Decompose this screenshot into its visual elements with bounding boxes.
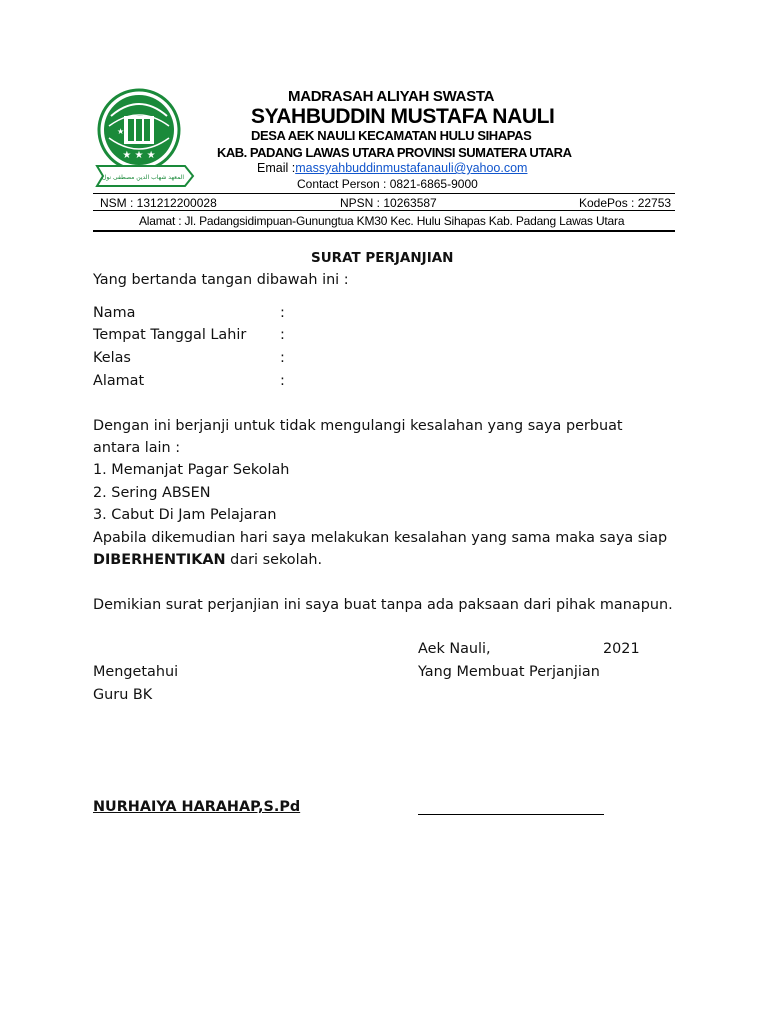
svg-text:★ ★ ★: ★ ★ ★ (122, 150, 156, 161)
counselor-signer-name: NURHAIYA HARAHAP,S.Pd (93, 799, 301, 815)
intro-text: Yang bertanda tangan dibawah ini : (93, 272, 349, 288)
list-item: 1. Memanjat Pagar Sekolah (93, 462, 290, 478)
svg-text:المعهد شهاب الدين مصطفى نول: المعهد شهاب الدين مصطفى نول (101, 174, 185, 181)
svg-text:★: ★ (117, 127, 125, 136)
school-logo (93, 86, 201, 190)
school-full-address: Alamat : Jl. Padangsidimpuan-Gunungtua KM30 Kec. Hulu Sihapas Kab. Padang Lawas Utara (139, 214, 625, 228)
year: 2021 (603, 641, 640, 657)
field-colon: : (280, 350, 285, 366)
field-colon: : (280, 373, 285, 389)
kodepos: KodePos : 22753 (579, 196, 672, 210)
promise-line1: Dengan ini berjanji untuk tidak mengulangi kesalahan yang saya perbuat (93, 418, 623, 434)
contact-person: Contact Person : 0821-6865-9000 (297, 177, 478, 191)
list-item: 2. Sering ABSEN (93, 485, 211, 501)
npsn: NPSN : 10263587 (340, 196, 437, 210)
field-colon: : (280, 305, 285, 321)
header-divider-bottom (93, 230, 675, 232)
school-type: MADRASAH ALIYAH SWASTA (288, 88, 495, 105)
email-link[interactable]: massyahbuddinmustafanauli@yahoo.com (295, 161, 528, 175)
nsm: NSM : 131212200028 (100, 196, 217, 210)
list-item: 3. Cabut Di Jam Pelajaran (93, 507, 277, 523)
counselor-label: Guru BK (93, 687, 153, 703)
consequence-line1: Apabila dikemudian hari saya melakukan kesalahan yang sama maka saya siap (93, 530, 668, 546)
maker-label: Yang Membuat Perjanjian (418, 664, 600, 680)
consequence-line2 (93, 552, 322, 568)
dismissal-word: DIBERHENTIKAN (93, 552, 226, 568)
school-address-line1: DESA AEK NAULI KECAMATAN HULU SIHAPAS (251, 128, 532, 143)
field-label-ttl: Tempat Tanggal Lahir (93, 327, 247, 343)
field-label-alamat: Alamat (93, 373, 145, 389)
document-title: SURAT PERJANJIAN (311, 250, 454, 266)
field-label-kelas: Kelas (93, 350, 131, 366)
closing-statement: Demikian surat perjanjian ini saya buat tanpa ada paksaan dari pihak manapun. (93, 597, 673, 613)
header-divider-top (93, 193, 675, 194)
consequence-rest: dari sekolah. (225, 552, 323, 568)
email-line (257, 161, 527, 175)
place: Aek Nauli, (418, 641, 491, 657)
school-name: SYAHBUDDIN MUSTAFA NAULI (251, 105, 555, 128)
signature-line (418, 814, 604, 815)
header-divider-middle (93, 210, 675, 211)
email-label: Email : (257, 161, 296, 175)
promise-line2: antara lain : (93, 440, 181, 456)
school-address-line2: KAB. PADANG LAWAS UTARA PROVINSI SUMATERA UTARA (217, 145, 572, 160)
acknowledged-label: Mengetahui (93, 664, 179, 680)
field-colon: : (280, 327, 285, 343)
field-label-nama: Nama (93, 305, 136, 321)
